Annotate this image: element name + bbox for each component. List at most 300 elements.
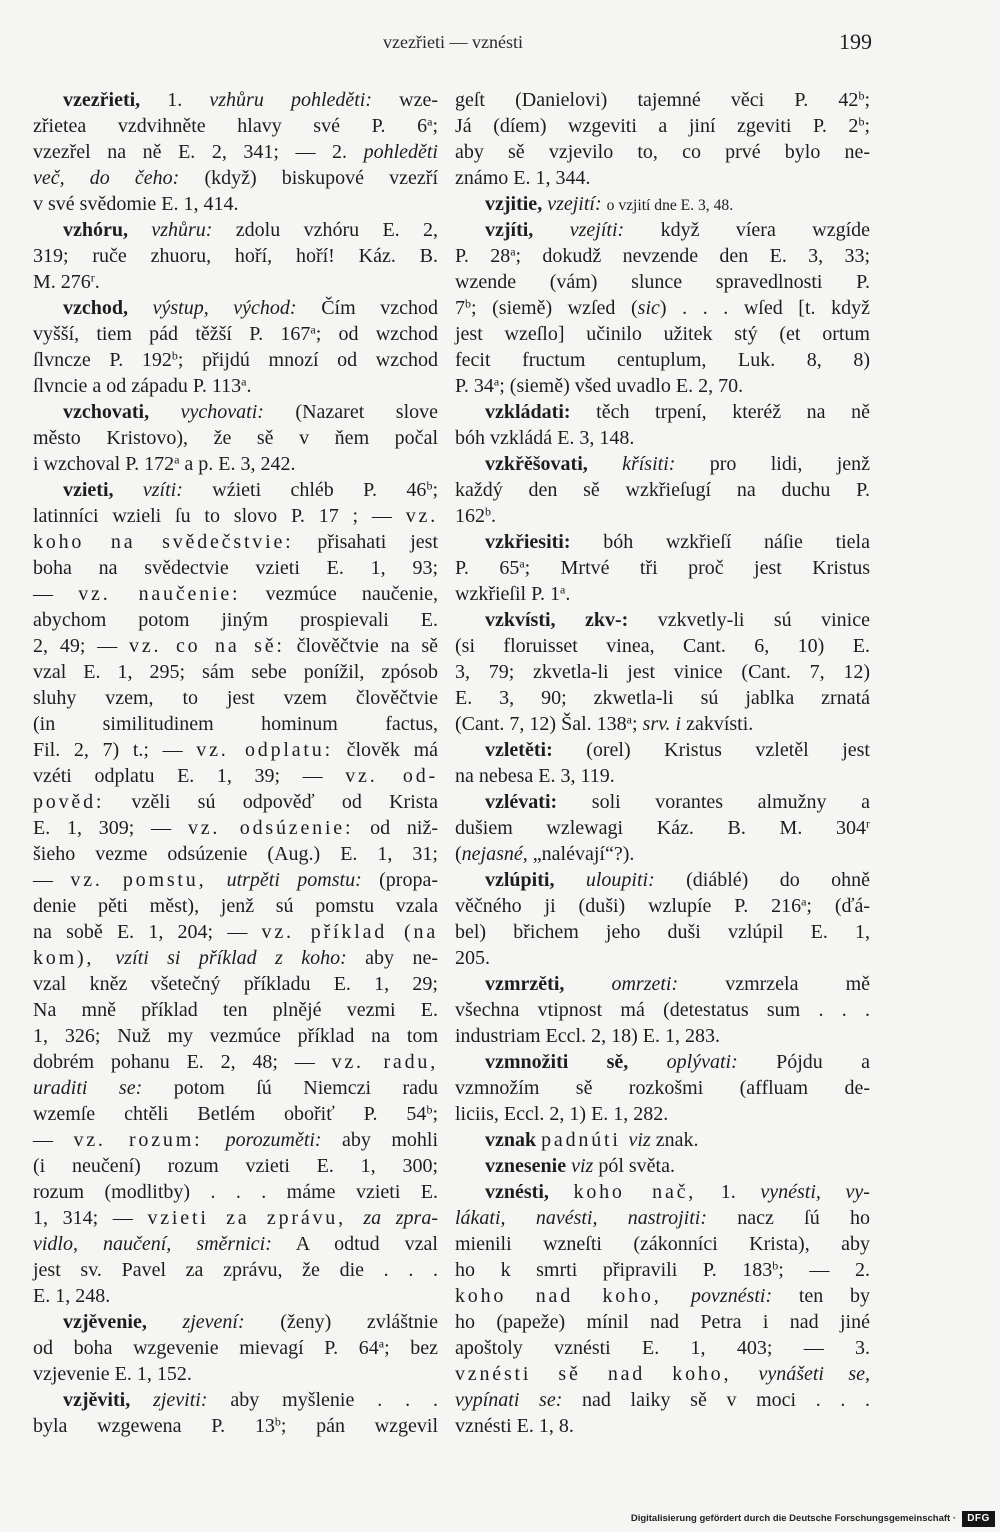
text-line bbox=[33, 1127, 438, 1153]
text-line bbox=[33, 1049, 438, 1075]
text-run: ho k smrti připravili P. 183 bbox=[455, 1259, 773, 1281]
text-run: (když) biskupové vzezří bbox=[179, 167, 439, 189]
text-run: i wzchoval P. 172 bbox=[33, 453, 175, 475]
text-line bbox=[33, 1179, 438, 1205]
text-line bbox=[33, 1283, 438, 1309]
headword: vzkvísti, zkv-: bbox=[485, 609, 629, 631]
headword: vzkládati: bbox=[485, 401, 571, 423]
superscript: a bbox=[560, 582, 566, 597]
text-run: vzezřel na ně E. 2, 341; — 2. bbox=[33, 141, 364, 163]
text-line bbox=[455, 685, 870, 711]
text-line bbox=[455, 1309, 870, 1335]
dictionary-entry bbox=[455, 737, 870, 789]
text-line bbox=[33, 269, 438, 295]
dictionary-entry bbox=[455, 529, 870, 607]
spaced-phrase: kom), bbox=[33, 947, 116, 969]
spaced-phrase: vz. odsúzenie: bbox=[187, 817, 354, 839]
text-run: 2, 49; — bbox=[33, 635, 130, 657]
text-run: 1, 326; Nuž my vezmúce příklad na tom bbox=[33, 1025, 438, 1047]
headword: vznésti, bbox=[485, 1181, 574, 1203]
text-line bbox=[455, 165, 870, 191]
spaced-phrase: vz. pomstu, bbox=[70, 869, 227, 891]
headword: vznesenie bbox=[485, 1155, 572, 1177]
spaced-phrase: pověd: bbox=[33, 791, 105, 813]
spaced-phrase: vz. od- bbox=[345, 765, 438, 787]
text-run: vzjevenie E. 1, 152. bbox=[33, 1363, 192, 1385]
text-line bbox=[33, 295, 438, 321]
spaced-phrase: koho nad koho, bbox=[455, 1285, 692, 1307]
text-line bbox=[455, 1283, 870, 1309]
superscript: b bbox=[274, 1414, 281, 1429]
gloss: viz bbox=[571, 1155, 594, 1177]
text-run: soli vorantes almužny a bbox=[557, 791, 870, 813]
text-run: ; dokudž nevzende den E. 3, 33; bbox=[515, 245, 871, 267]
text-line bbox=[33, 581, 438, 607]
text-run: dobrém pohanu E. 2, 48; — bbox=[33, 1051, 332, 1073]
spaced-phrase: vz. naučenie: bbox=[78, 583, 241, 605]
superscript: r bbox=[866, 816, 870, 831]
text-run: všechna vtipnost má (detestatus sum . . . bbox=[455, 999, 870, 1021]
text-line bbox=[455, 633, 870, 659]
text-run: wzkřieſil P. 1 bbox=[455, 583, 560, 605]
text-line bbox=[455, 659, 870, 685]
text-line bbox=[455, 87, 870, 113]
text-line bbox=[455, 893, 870, 919]
text-line bbox=[33, 1257, 438, 1283]
text-run: pro lidi, jenž bbox=[675, 453, 870, 475]
text-run: vezmúce naučenie, bbox=[240, 583, 438, 605]
text-line bbox=[455, 763, 870, 789]
text-run: ; přijdú mnozí od wzchod bbox=[177, 349, 438, 371]
dictionary-entry bbox=[455, 217, 870, 399]
text-run: potom ſú Niemczi radu bbox=[142, 1077, 438, 1099]
text-run: 7 bbox=[455, 297, 465, 319]
text-run: . bbox=[565, 583, 571, 605]
text-line bbox=[33, 633, 438, 659]
headword: vzkřiesiti: bbox=[485, 531, 571, 553]
text-line bbox=[455, 269, 870, 295]
text-line bbox=[455, 399, 870, 425]
headword: vzjitie, bbox=[485, 193, 548, 215]
gloss: vynášeti se, bbox=[758, 1363, 870, 1385]
text-run: abychom potom jiným prospievali E. bbox=[33, 609, 438, 631]
text-line bbox=[33, 841, 438, 867]
text-run: — bbox=[33, 583, 79, 605]
text-run: ) . . . wſed [t. když bbox=[659, 297, 870, 319]
superscript: a bbox=[427, 114, 433, 129]
text-run: wźieti chléb P. 46 bbox=[182, 479, 427, 501]
text-run: ſlvncie a od západu P. 113 bbox=[33, 375, 242, 397]
gloss: zjeviti: bbox=[153, 1389, 208, 1411]
dictionary-entry bbox=[455, 971, 870, 1049]
text-line bbox=[455, 217, 870, 243]
gloss: zjevení: bbox=[182, 1311, 245, 1333]
text-run: jest sv. Pavel za zprávu, že die . . . bbox=[33, 1259, 438, 1281]
dictionary-entry bbox=[455, 789, 870, 867]
text-line bbox=[455, 139, 870, 165]
superscript: a bbox=[510, 244, 516, 259]
text-run: . bbox=[94, 271, 100, 293]
headword: vzletěti: bbox=[485, 739, 553, 761]
gloss: več, do čeho: bbox=[33, 167, 180, 189]
text-run: aby ne- bbox=[346, 947, 438, 969]
text-run: a p. E. 3, 242. bbox=[179, 453, 296, 475]
text-run: byla wzgewena P. 13 bbox=[33, 1415, 275, 1437]
dictionary-entry bbox=[33, 217, 438, 295]
digitization-credit: Digitalisierung gefördert durch die Deutsche Forschungsgemeinschaft · bbox=[630, 1513, 956, 1524]
gloss: vzhůru pohleděti: bbox=[209, 89, 373, 111]
gloss: vypínati se: bbox=[455, 1389, 563, 1411]
superscript: b bbox=[858, 114, 865, 129]
text-line bbox=[33, 477, 438, 503]
text-line bbox=[455, 1127, 870, 1153]
text-line bbox=[33, 1153, 438, 1179]
text-run: 205. bbox=[455, 947, 490, 969]
text-line bbox=[455, 555, 870, 581]
gloss: porozuměti: bbox=[225, 1129, 322, 1151]
text-run: P. 34 bbox=[455, 375, 494, 397]
text-run: — bbox=[33, 869, 71, 891]
text-run: 3, 79; zkvetla-li jest vinice (Cant. 7, 12) bbox=[455, 661, 870, 683]
text-run: bóh wzkřieſí náſie tiela bbox=[570, 531, 870, 553]
superscript: a bbox=[519, 556, 525, 571]
spaced-phrase: vznésti sě nad koho, bbox=[455, 1363, 759, 1385]
spaced-phrase: koho na svědečstvie: bbox=[33, 531, 294, 553]
superscript: b bbox=[485, 504, 491, 519]
text-line bbox=[33, 737, 438, 763]
text-run: vzkvetly-li sú vinice bbox=[628, 609, 870, 631]
dictionary-entry bbox=[455, 1153, 870, 1179]
dictionary-entry bbox=[33, 399, 438, 477]
text-run: A odtud vzal bbox=[271, 1233, 438, 1255]
gloss: vzíti si příklad z koho: bbox=[115, 947, 347, 969]
text-run: boha na svědectvie vzieti E. 1, 93; bbox=[33, 557, 438, 579]
dictionary-entry bbox=[33, 1309, 438, 1387]
text-run: Pójdu a bbox=[737, 1051, 870, 1073]
text-line bbox=[455, 867, 870, 893]
text-run: znak. bbox=[650, 1129, 699, 1151]
text-run: vzěli sú odpověď od Krista bbox=[104, 791, 438, 813]
text-run: (i neučení) rozum vzieti E. 1, 300; bbox=[33, 1155, 438, 1177]
text-run: . bbox=[491, 505, 496, 527]
text-run: ; — 2. bbox=[778, 1259, 870, 1281]
text-line bbox=[455, 1075, 870, 1101]
headword: vzkřěšovati, bbox=[485, 453, 623, 475]
text-run: rozum (modlitby) . . . máme vzieti E. bbox=[33, 1181, 438, 1203]
headword: vzmrzěti, bbox=[485, 973, 612, 995]
spaced-phrase: vz. odplatu: bbox=[196, 739, 333, 761]
dictionary-entry bbox=[33, 295, 438, 399]
dictionary-entry bbox=[455, 87, 870, 191]
text-run: apoštoly vznésti E. 1, 403; — 3. bbox=[455, 1337, 870, 1359]
text-line bbox=[455, 295, 870, 321]
text-run: Já (díem) wzgeviti a jiní zgeviti P. 2 bbox=[455, 115, 859, 137]
text-run: člověk má bbox=[332, 739, 438, 761]
text-line bbox=[33, 1387, 438, 1413]
text-run: (Nazaret slove bbox=[263, 401, 439, 423]
gloss: utrpěti pomstu: bbox=[226, 869, 362, 891]
headword: vzjěvenie, bbox=[63, 1311, 183, 1333]
text-run: člověčtvie na sě bbox=[284, 635, 439, 657]
gloss: uraditi se: bbox=[33, 1077, 143, 1099]
headword: vzjěviti, bbox=[63, 1389, 154, 1411]
text-line bbox=[33, 1335, 438, 1361]
text-run: — bbox=[33, 1129, 74, 1151]
text-line bbox=[33, 425, 438, 451]
text-run: ſlvncze P. 192 bbox=[33, 349, 172, 371]
text-line bbox=[33, 451, 438, 477]
text-run: ; Mrtvé tři proč jest Kristus bbox=[524, 557, 871, 579]
headword: vzchovati, bbox=[63, 401, 181, 423]
gloss: výstup, východ: bbox=[152, 297, 297, 319]
text-run: na nebesa E. 3, 119. bbox=[455, 765, 615, 787]
dictionary-entry bbox=[455, 1127, 870, 1153]
right-column bbox=[455, 87, 870, 1439]
text-line bbox=[455, 191, 870, 217]
text-run: nacz ſú ho bbox=[707, 1207, 871, 1229]
text-run: (in similitudinem hominum factus, bbox=[33, 713, 438, 735]
text-line bbox=[455, 1101, 870, 1127]
text-run: pól světa. bbox=[593, 1155, 675, 1177]
text-run: známo E. 1, 344. bbox=[455, 167, 591, 189]
text-run: ; od wzchod bbox=[315, 323, 438, 345]
gloss: vzhůru: bbox=[151, 219, 213, 241]
text-run: (ženy) zvláštnie bbox=[244, 1311, 438, 1333]
dictionary-entry bbox=[455, 451, 870, 529]
spaced-phrase: vz. radu, bbox=[331, 1051, 438, 1073]
text-run: . bbox=[246, 375, 252, 397]
text-line bbox=[33, 321, 438, 347]
dictionary-entry bbox=[455, 1179, 870, 1439]
gloss: srv. i bbox=[642, 713, 682, 735]
text-run: ; pán wzgevil bbox=[280, 1415, 438, 1437]
text-run: ho (papeže) mínil nad Petra i nad jiné bbox=[455, 1311, 870, 1333]
gloss: vzejíti: bbox=[569, 219, 625, 241]
text-line bbox=[33, 763, 438, 789]
text-run: na sobě E. 1, 204; — bbox=[33, 921, 262, 943]
text-run: věčného ji (duši) wzlupíe P. 216 bbox=[455, 895, 802, 917]
gloss: nejasné, bbox=[461, 843, 528, 865]
text-line bbox=[455, 1049, 870, 1075]
text-line bbox=[33, 399, 438, 425]
text-line bbox=[33, 971, 438, 997]
text-line bbox=[455, 789, 870, 815]
text-line bbox=[33, 87, 438, 113]
text-run: město Kristovo), že sě v ňem počal bbox=[33, 427, 438, 449]
text-run: 1, 314; — bbox=[33, 1207, 148, 1229]
text-run: zdolu vzhóru E. 2, bbox=[212, 219, 439, 241]
text-line bbox=[455, 1153, 870, 1179]
text-run: latinníci wzieli ſu to slovo P. 17 ; — bbox=[33, 505, 406, 527]
text-run: vzéti odplatu E. 1, 39; — bbox=[33, 765, 346, 787]
text-line bbox=[455, 1257, 870, 1283]
text-line bbox=[33, 1413, 438, 1439]
text-line bbox=[33, 139, 438, 165]
gloss: uloupiti: bbox=[585, 869, 655, 891]
text-line bbox=[33, 1101, 438, 1127]
text-line bbox=[33, 1361, 438, 1387]
text-line bbox=[33, 1231, 438, 1257]
superscript: a bbox=[241, 374, 247, 389]
text-line bbox=[33, 1205, 438, 1231]
text-run: těch trpení, kteréž na ně bbox=[570, 401, 870, 423]
text-line bbox=[455, 1335, 870, 1361]
dictionary-entry bbox=[455, 607, 870, 737]
text-line bbox=[33, 919, 438, 945]
text-run: ; bbox=[432, 115, 438, 137]
superscript: a bbox=[378, 1336, 385, 1351]
text-line bbox=[455, 815, 870, 841]
text-run: vznésti E. 1, 8. bbox=[455, 1415, 574, 1437]
text-run: (propa- bbox=[361, 869, 439, 891]
text-line bbox=[33, 191, 438, 217]
headword: vzlévati: bbox=[485, 791, 558, 813]
superscript: a bbox=[310, 322, 316, 337]
text-run: (si floruisset vinea, Cant. 6, 10) E. bbox=[455, 635, 870, 657]
dictionary-entry bbox=[455, 399, 870, 451]
text-run: E. 1, 309; — bbox=[33, 817, 188, 839]
text-line bbox=[33, 555, 438, 581]
text-run: každý den sě wzkřieſugí na duchu P. bbox=[455, 479, 870, 501]
small-text: o vzjití dne E. 3, 48. bbox=[606, 197, 734, 214]
gloss: vzejití: bbox=[547, 193, 607, 215]
text-run: ; bbox=[864, 89, 870, 111]
page-number: 199 bbox=[839, 29, 872, 54]
text-line bbox=[455, 1023, 870, 1049]
text-run: liciis, Eccl. 2, 1) E. 1, 282. bbox=[455, 1103, 669, 1125]
gloss: křísiti: bbox=[622, 453, 676, 475]
text-run: industriam Eccl. 2, 18) E. 1, 283. bbox=[455, 1025, 720, 1047]
text-run: Na mně příklad ten plnějé vezmi E. bbox=[33, 999, 438, 1021]
text-line bbox=[455, 113, 870, 139]
text-run: zakvísti. bbox=[681, 713, 754, 735]
text-run: aby sě vzjevilo to, co prvé bylo ne- bbox=[455, 141, 870, 163]
text-line bbox=[455, 373, 870, 399]
superscript: b bbox=[465, 296, 471, 311]
text-line bbox=[455, 1205, 870, 1231]
gloss: lákati, navésti, nastrojiti: bbox=[455, 1207, 708, 1229]
spaced-phrase: vz. co na sě: bbox=[129, 635, 285, 657]
text-line bbox=[455, 321, 870, 347]
text-line bbox=[455, 529, 870, 555]
superscript: a bbox=[493, 374, 500, 389]
gloss: pohleděti bbox=[363, 141, 438, 163]
gloss: sic bbox=[637, 297, 660, 319]
text-line bbox=[33, 347, 438, 373]
text-run: aby mohli bbox=[321, 1129, 439, 1151]
text-run: bel) břichem jeho duši vzlúpil E. 1, bbox=[455, 921, 870, 943]
text-line bbox=[455, 971, 870, 997]
dictionary-entry bbox=[455, 191, 870, 217]
text-line bbox=[33, 217, 438, 243]
text-run: ten by bbox=[772, 1285, 870, 1307]
gloss: oplývati: bbox=[666, 1051, 738, 1073]
dictionary-entry bbox=[455, 867, 870, 971]
headword: vzieti, bbox=[63, 479, 143, 501]
text-run: (orel) Kristus vzletěl jest bbox=[552, 739, 870, 761]
text-run: od boha wzgevenie mievagí P. 64 bbox=[33, 1337, 379, 1359]
text-run: 1. bbox=[696, 1181, 761, 1203]
text-run: wze- bbox=[372, 89, 438, 111]
text-line bbox=[455, 581, 870, 607]
headword: vzmnožiti sě, bbox=[485, 1051, 667, 1073]
text-line bbox=[33, 113, 438, 139]
text-line bbox=[33, 1309, 438, 1335]
text-run: když víera wzgíde bbox=[624, 219, 871, 241]
text-run: ; (siemě) wzſed ( bbox=[471, 297, 638, 319]
dictionary-entry bbox=[33, 477, 438, 1309]
superscript: b bbox=[858, 88, 865, 103]
text-line bbox=[455, 1361, 870, 1387]
text-line bbox=[455, 503, 870, 529]
headword: vzezřieti, bbox=[63, 89, 141, 111]
headword: vzchod, bbox=[63, 297, 153, 319]
text-line bbox=[33, 815, 438, 841]
text-run: P. 65 bbox=[455, 557, 520, 579]
text-line bbox=[455, 1179, 870, 1205]
gloss: vychovati: bbox=[180, 401, 264, 423]
text-line bbox=[33, 373, 438, 399]
text-run: 162 bbox=[455, 505, 485, 527]
text-run: 319; ruče zhuoru, hoří, hoří! Káz. B. bbox=[33, 245, 438, 267]
text-line bbox=[33, 945, 438, 971]
text-line bbox=[33, 1023, 438, 1049]
dictionary-entry bbox=[455, 1049, 870, 1127]
gloss: vidlo, naučení, směrnici: bbox=[33, 1233, 272, 1255]
text-run: aby myšlenie . . . bbox=[207, 1389, 439, 1411]
text-line bbox=[455, 1387, 870, 1413]
text-run: Fil. 2, 7) t.; — bbox=[33, 739, 197, 761]
superscript: a bbox=[174, 452, 180, 467]
text-run: denie pěti měst), jenž sú pomstu vzala bbox=[33, 895, 438, 917]
text-run: vzmrzela mě bbox=[678, 973, 871, 995]
text-line bbox=[33, 659, 438, 685]
headword: vzjíti, bbox=[485, 219, 570, 241]
text-line bbox=[455, 997, 870, 1023]
text-run: jest wzeſlo] učinilo užitek stý (et ortum bbox=[455, 323, 870, 345]
left-column bbox=[33, 87, 438, 1439]
text-run: ; bbox=[432, 479, 438, 501]
spaced-phrase: padnúti bbox=[541, 1129, 629, 1151]
text-line bbox=[455, 737, 870, 763]
text-run: M. 276 bbox=[33, 271, 91, 293]
text-run: Čím vzchod bbox=[296, 297, 438, 319]
gloss: vzíti: bbox=[142, 479, 183, 501]
running-head: vzezřieti — vznésti bbox=[383, 32, 523, 52]
text-line bbox=[455, 425, 870, 451]
gloss: vynésti, vy- bbox=[760, 1181, 870, 1203]
text-line bbox=[33, 685, 438, 711]
text-run: E. 1, 248. bbox=[33, 1285, 111, 1307]
text-line bbox=[33, 165, 438, 191]
text-run: sluhy vzem, to jest vzem člověčtvie bbox=[33, 687, 438, 709]
text-run: šieho vezme odsúzenie (Aug.) E. 1, 31; bbox=[33, 843, 438, 865]
text-run: ; (siemě) všed uvadlo E. 2, 70. bbox=[499, 375, 744, 397]
spaced-phrase: vz. bbox=[405, 505, 438, 527]
text-run: ( bbox=[455, 843, 462, 865]
text-line bbox=[455, 841, 870, 867]
text-run: (Cant. 7, 12) Šal. 138 bbox=[455, 713, 627, 735]
headword: vzhóru, bbox=[63, 219, 152, 241]
text-line bbox=[455, 607, 870, 633]
text-line bbox=[455, 451, 870, 477]
headword: vzlúpiti, bbox=[485, 869, 586, 891]
text-line bbox=[455, 1413, 870, 1439]
superscript: a bbox=[801, 894, 807, 909]
text-line bbox=[33, 711, 438, 737]
text-run: wzemſe chtěli Betlém obořiť P. 54 bbox=[33, 1103, 427, 1125]
text-run: od niž- bbox=[353, 817, 439, 839]
